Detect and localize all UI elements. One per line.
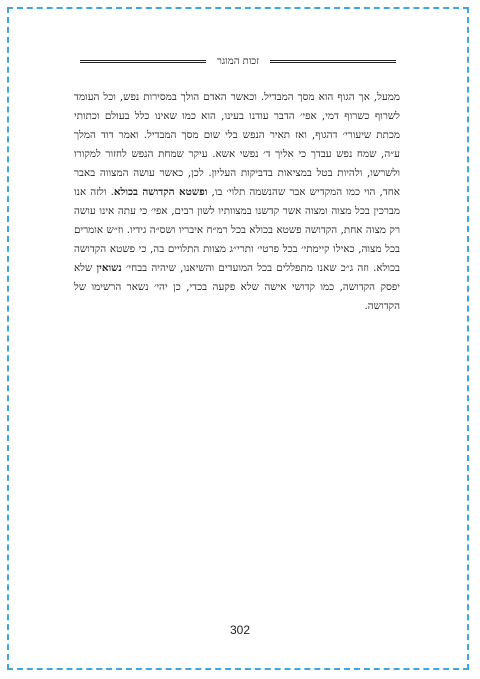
running-header: [80, 55, 396, 71]
header-rule-left: [80, 60, 206, 63]
header-rule-right: [270, 60, 396, 63]
paragraph-text-part-2: . ולזה אנו מברכין בכל מצוה ומצוה אשר קדשנו במצוותיו לשון רבים, אפי׳ כי עתה אינו עושה רק מצוה אחת, הקדושה פשטא בכולא בכל רמ״ח איבריו ושס״ה גידיו. וז״ש אומרים בכל מצוה, כאילו קיימתי׳ בכל פרטי׳ ותרי״ג מצוות התלויים בה, כי פשטא הקדושה בכולא. וזה ג״כ שאנו מתפללים בכל המועדים והשיאנו, שיהיה בבחי׳: [74, 186, 400, 274]
paragraph-bold-phrase-2: נשואין: [96, 262, 122, 274]
paragraph-bold-phrase-1: ופשטא הקדושה בכולא: [113, 186, 208, 198]
paragraph-text-part-1: ממעל, אך הגוף הוא מסך המבדיל. וכאשר האדם הולך במסירות נפש, וכל העומד לשרוף כשרוף דמי, אפי׳ הדבר עודנו בעינו, הוא כמו שאינו כלל בעולם וכתותי מכתת שיעורי׳ דהגוף, ואז תאיר הנפש בלי שום מסך המבדיל. ואמר דוד המלך ע״ה, שמח נפש עבדך כי אליך ד׳ נפשי אשא. עיקר שמחת הנפש לחזור למקורו ולשרשו, ולהיות בטל במציאות בדביקות העליון. לכן, כאשר עושה המצווה באבר אחד, הוי כמו המקדיש אבר שהנשמה תלוי׳ בו,: [74, 91, 400, 198]
body-paragraph: [74, 88, 400, 316]
page-number: 302: [229, 623, 251, 637]
paragraph-text-part-3: שלא יפסק הקדושה, כמו קדושי אישה שלא פקעה בכדי, כן יהי׳ נשאר הרשימו של הקדושה.: [74, 262, 400, 312]
header-title: זכות המוגר: [217, 56, 259, 67]
